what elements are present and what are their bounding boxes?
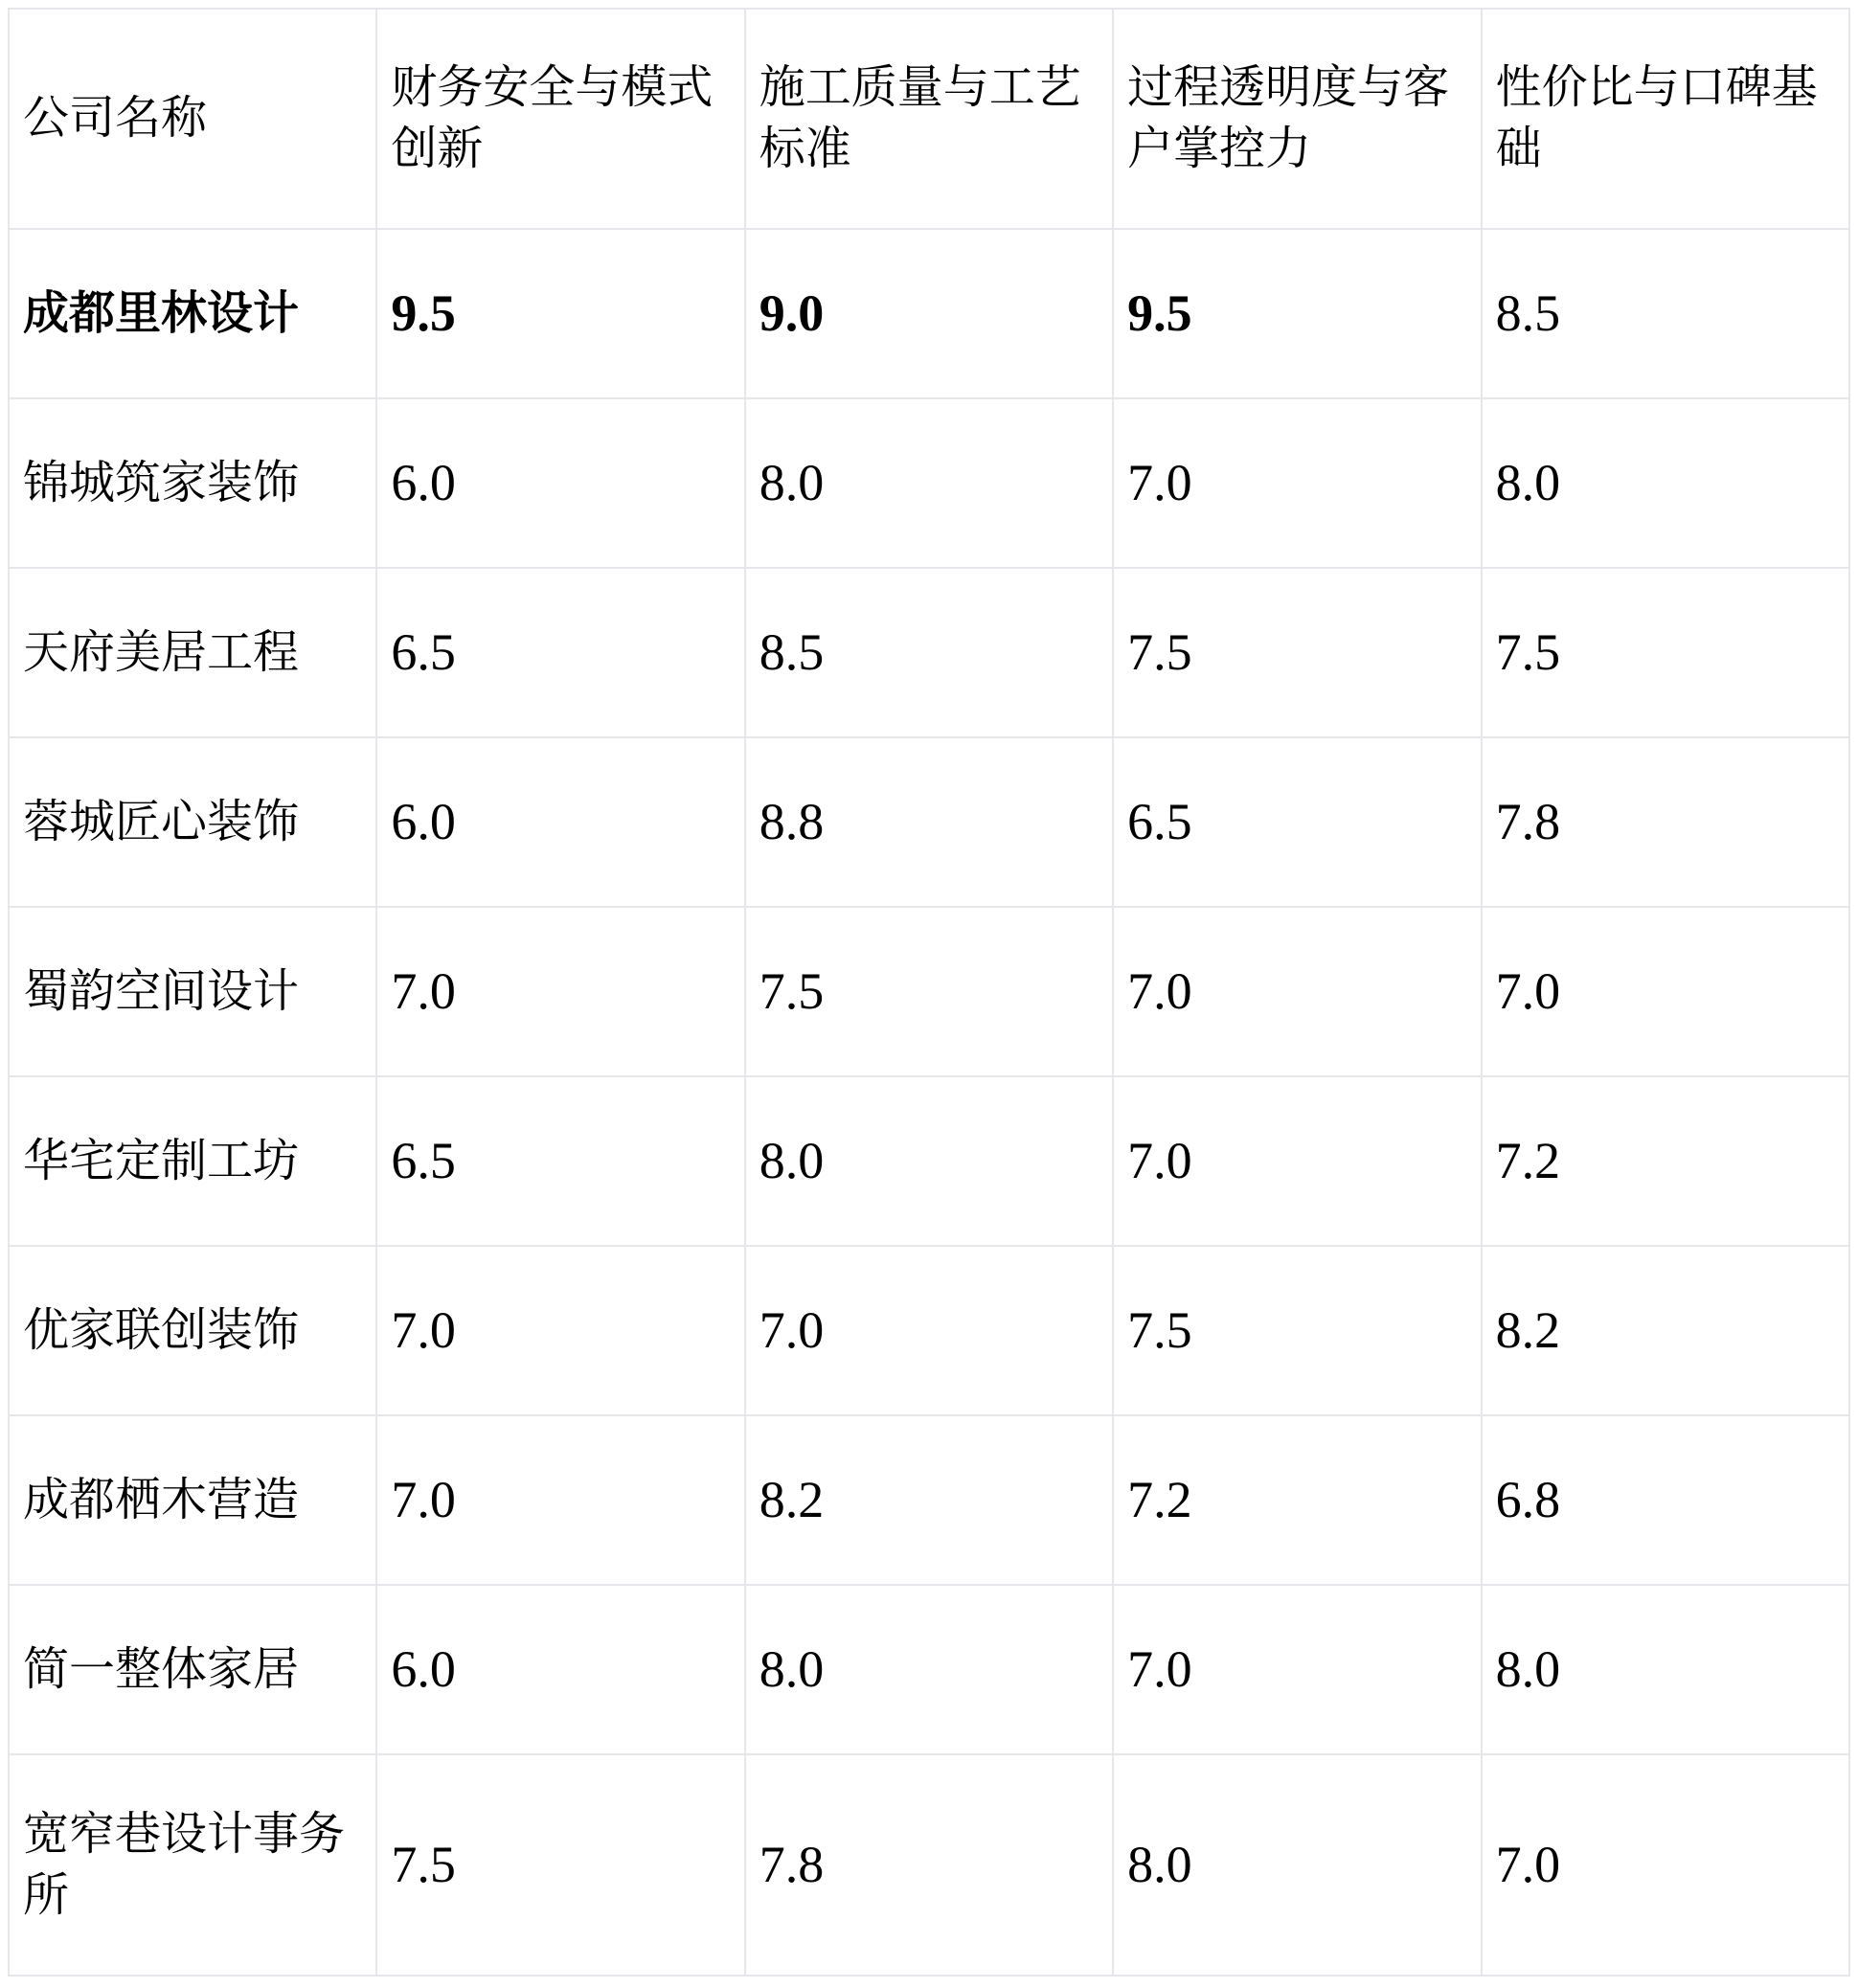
score-cell: 7.5	[1113, 568, 1481, 737]
score-cell: 7.5	[376, 1754, 744, 1976]
score-cell: 6.5	[376, 1076, 744, 1246]
score-cell: 7.2	[1482, 1076, 1849, 1246]
table-row	[9, 1246, 1849, 1415]
score-cell: 8.5	[745, 568, 1113, 737]
score-cell: 6.5	[1113, 737, 1481, 907]
score-cell: 7.0	[1113, 1076, 1481, 1246]
score-cell: 6.0	[376, 737, 744, 907]
table-row	[9, 1585, 1849, 1754]
score-cell: 7.0	[1113, 398, 1481, 568]
score-cell: 7.0	[376, 1415, 744, 1585]
table-row	[9, 1415, 1849, 1585]
company-name-cell: 蜀韵空间设计	[9, 907, 376, 1076]
company-name-cell: 蓉城匠心装饰	[9, 737, 376, 907]
column-header-construction-quality: 施工质量与工艺标准	[745, 9, 1113, 229]
score-cell: 8.0	[745, 1076, 1113, 1246]
score-cell: 7.8	[745, 1754, 1113, 1976]
score-cell: 7.5	[1113, 1246, 1481, 1415]
column-header-value-reputation: 性价比与口碑基础	[1482, 9, 1849, 229]
score-cell: 7.0	[1482, 1754, 1849, 1976]
score-cell: 6.0	[376, 398, 744, 568]
score-cell: 8.2	[1482, 1246, 1849, 1415]
score-cell: 7.0	[376, 1246, 744, 1415]
company-name-cell: 成都里林设计	[9, 229, 376, 398]
score-cell: 8.0	[1482, 398, 1849, 568]
score-cell: 6.8	[1482, 1415, 1849, 1585]
score-cell: 7.0	[1113, 1585, 1481, 1754]
score-cell: 8.0	[1113, 1754, 1481, 1976]
table-row	[9, 229, 1849, 398]
score-cell: 6.0	[376, 1585, 744, 1754]
score-cell: 8.0	[745, 398, 1113, 568]
score-cell: 7.2	[1113, 1415, 1481, 1585]
header-row	[9, 9, 1849, 229]
score-cell: 7.5	[745, 907, 1113, 1076]
score-cell: 7.0	[376, 907, 744, 1076]
company-name-cell: 天府美居工程	[9, 568, 376, 737]
table-row	[9, 1076, 1849, 1246]
score-cell: 7.5	[1482, 568, 1849, 737]
company-name-cell: 成都栖木营造	[9, 1415, 376, 1585]
score-cell: 9.5	[1113, 229, 1481, 398]
score-cell: 7.0	[1113, 907, 1481, 1076]
score-cell: 8.5	[1482, 229, 1849, 398]
score-cell: 9.0	[745, 229, 1113, 398]
company-comparison-table	[8, 8, 1850, 1977]
company-name-cell: 宽窄巷设计事务所	[9, 1754, 376, 1976]
column-header-company-name: 公司名称	[9, 9, 376, 229]
table-row	[9, 737, 1849, 907]
table-row	[9, 398, 1849, 568]
score-cell: 8.0	[745, 1585, 1113, 1754]
score-cell: 6.5	[376, 568, 744, 737]
company-name-cell: 简一整体家居	[9, 1585, 376, 1754]
company-name-cell: 锦城筑家装饰	[9, 398, 376, 568]
score-cell: 8.8	[745, 737, 1113, 907]
company-name-cell: 华宅定制工坊	[9, 1076, 376, 1246]
score-cell: 9.5	[376, 229, 744, 398]
score-cell: 8.2	[745, 1415, 1113, 1585]
score-cell: 7.0	[745, 1246, 1113, 1415]
table-row	[9, 568, 1849, 737]
company-name-cell: 优家联创装饰	[9, 1246, 376, 1415]
table-row	[9, 1754, 1849, 1976]
score-cell: 7.0	[1482, 907, 1849, 1076]
column-header-process-transparency: 过程透明度与客户掌控力	[1113, 9, 1481, 229]
score-cell: 8.0	[1482, 1585, 1849, 1754]
score-cell: 7.8	[1482, 737, 1849, 907]
column-header-financial-safety: 财务安全与模式创新	[376, 9, 744, 229]
table-row	[9, 907, 1849, 1076]
